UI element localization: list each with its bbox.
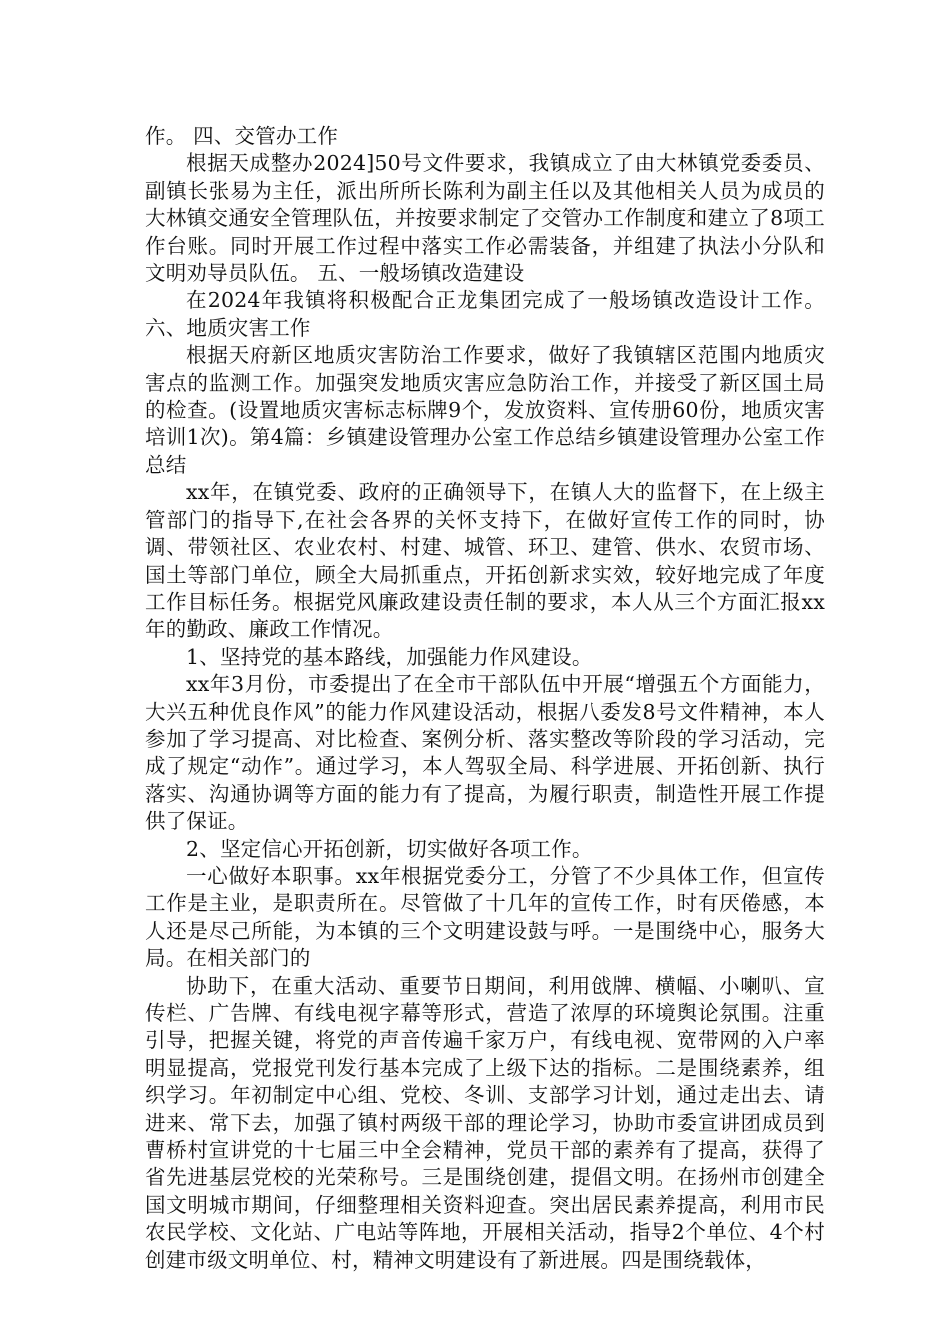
- paragraph: 协助下，在重大活动、重要节日期间，利用戗牌、横幅、小喇叭、宣传栏、广告牌、有线电视字幕等形式，营造了浓厚的环境舆论氛围。注重引导，把握关键，将党的声音传遍千家万户，有线电视、宽带网的入户率明显提高，党报党刊发行基本完成了上级下达的指标。二是围绕素养，组织学习。年初制定中心组、党校、冬训、支部学习计划，通过走出去、请进来、常下去，加强了镇村两级干部的理论学习，协助市委宣讲团成员到曹桥村宣讲党的十七届三中全会精神，党员干部的素养有了提高，获得了省先进基层党校的光荣称号。三是围绕创建，提倡文明。在扬州市创建全国文明城市期间，仔细整理相关资料迎查。突出居民素养提高，利用市民农民学校、文化站、广电站等阵地，开展相关活动，指导2个单位、4个村创建市级文明单位、村，精神文明建设有了新进展。四是围绕载体，: [145, 973, 825, 1272]
- section-heading: 1、坚持党的基本路线，加强能力作风建设。: [186, 644, 593, 669]
- paragraph: 作。 四、交管办工作: [145, 124, 339, 148]
- document-body: [145, 123, 825, 1274]
- paragraph: 根据天府新区地质灾害防治工作要求，做好了我镇辖区范围内地质灾害点的监测工作。加强突发地质灾害应急防治工作，并接受了新区国土局的检查。(设置地质灾害标志标牌9个，发放资料、宣传册60份，地质灾害培训1次)。第4篇：乡镇建设管理办公室工作总结乡镇建设管理办公室工作总结: [145, 343, 825, 477]
- paragraph: 根据天成整办2024]50号文件要求，我镇成立了由大林镇党委委员、副镇长张易为主任，派出所所长陈利为副主任以及其他相关人员为成员的大林镇交通安全管理队伍，并按要求制定了交管办工作制度和建立了8项工作台账。同时开展工作过程中落实工作必需装备，并组建了执法小分队和文明劝导员队伍。 五、一般场镇改造建设: [145, 151, 825, 286]
- section-heading: 2、坚定信心开拓创新，切实做好各项工作。: [186, 836, 593, 861]
- paragraph: 一心做好本职事。xx年根据党委分工，分管了不少具体工作，但宣传工作是主业，是职责所在。尽管做了十几年的宣传工作，时有厌倦感，本人还是尽己所能，为本镇的三个文明建设鼓与呼。一是围绕中心，服务大局。在相关部门的: [145, 863, 825, 971]
- paragraph: 在2024年我镇将积极配合正龙集团完成了一般场镇改造设计工作。 六、地质灾害工作: [145, 288, 825, 340]
- paragraph: xx年，在镇党委、政府的正确领导下，在镇人大的监督下，在上级主管部门的指导下,在社会各界的关怀支持下，在做好宣传工作的同时，协调、带领社区、农业农村、村建、城管、环卫、建管、供水、农贸市场、国土等部门单位，顾全大局抓重点，开拓创新求实效，较好地完成了年度工作目标任务。根据党风廉政建设责任制的要求，本人从三个方面汇报xx年的勤政、廉政工作情况。: [145, 480, 825, 642]
- paragraph: xx年3月份，市委提出了在全市干部队伍中开展“增强五个方面能力，大兴五种优良作风”的能力作风建设活动，根据八委发8号文件精神，本人参加了学习提高、对比检查、案例分析、落实整改等阶段的学习活动，完成了规定“动作”。通过学习，本人驾驭全局、科学进展、开拓创新、执行落实、沟通协调等方面的能力有了提高，为履行职责，制造性开展工作提供了保证。: [145, 672, 825, 834]
